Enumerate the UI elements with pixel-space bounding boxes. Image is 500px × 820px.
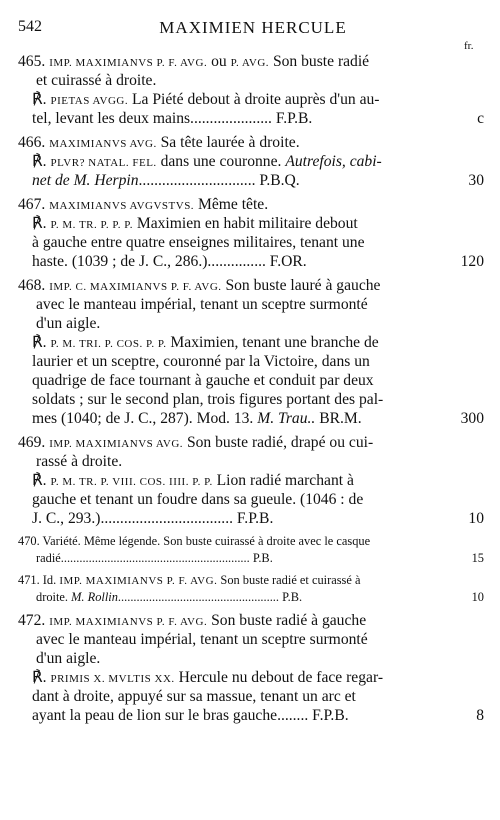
reverse-description-line	[18, 109, 488, 128]
obverse-description-line	[18, 276, 488, 295]
coin-legend: IMP. MAXIMIANVS AVG.	[49, 438, 184, 450]
price-value: 10	[468, 510, 484, 527]
text-run: 472.	[18, 612, 50, 629]
coin-legend: PIETAS AVGG.	[50, 95, 129, 107]
price-value: 10	[471, 590, 484, 604]
price-value: 120	[460, 253, 484, 270]
price-value: c	[477, 110, 484, 127]
price-value: 8	[476, 707, 484, 724]
text-run: Son buste lauré à gauche	[221, 277, 381, 294]
reverse-description-line	[18, 509, 488, 528]
text-run: mes (1040; de J. C., 287). Mod. 13.	[32, 410, 258, 427]
obverse-description-line	[18, 611, 488, 630]
text-run: 466.	[18, 134, 50, 151]
coin-legend: P. M. TRI. P. COS. P. P.	[50, 338, 167, 350]
text-run: laurier et un sceptre, couronné par la Victoire, dans un	[32, 353, 370, 370]
coin-legend: MAXIMIANVS AVGVSTVS.	[49, 200, 195, 212]
reverse-description-line	[18, 409, 488, 428]
coin-legend: PRIMIS X. MVLTIS XX.	[50, 673, 175, 685]
text-run: haste. (1039 ; de J. C., 286.)............... F.OR.	[32, 253, 307, 270]
obverse-description-line	[18, 314, 488, 333]
reverse-description-line	[18, 687, 488, 706]
text-run: Son buste radié à gauche	[207, 612, 367, 629]
text-run: gauche et tenant un foudre dans sa gueule. (1046 : de	[32, 491, 364, 508]
coin-legend: IMP. MAXIMIANVS P. F. AVG.	[49, 57, 208, 69]
text-run: Son buste radié et cuirassé à	[217, 573, 361, 587]
coin-legend: P. AVG.	[230, 57, 270, 69]
price-value: 15	[471, 551, 484, 565]
coin-legend: IMP. C. MAXIMIANVS P. F. AVG.	[49, 281, 222, 293]
text-run: ℟.	[32, 215, 51, 232]
obverse-description-line	[18, 452, 488, 471]
text-run: Maximien, tenant une branche de	[166, 334, 379, 351]
text-run: 470. Variété. Même légende. Son buste cuirassé à droite avec le casque	[18, 534, 371, 548]
text-run: à gauche entre quatre enseignes militaires, tenant une	[32, 234, 365, 251]
obverse-description-line	[18, 71, 488, 90]
text-run: ℟.	[32, 91, 51, 108]
catalogue-entry	[18, 276, 488, 428]
text-run: d'un aigle.	[36, 650, 101, 667]
running-title: MAXIMIEN HERCULE	[159, 18, 347, 37]
obverse-description-line	[18, 649, 488, 668]
text-run: Lion radié marchant à	[212, 472, 354, 489]
text-run: .................................................... P.B.	[117, 590, 303, 604]
catalogue-entry	[18, 195, 488, 271]
price-column-label: fr.	[464, 40, 474, 52]
text-run: Même tête.	[194, 196, 269, 213]
catalogue-entry	[18, 533, 488, 567]
text-run: Son buste radié, drapé ou cui-	[183, 434, 374, 451]
reverse-description-line	[18, 171, 488, 190]
text-run: 467.	[18, 196, 50, 213]
reverse-description-line	[18, 233, 488, 252]
reverse-description-line	[18, 390, 488, 409]
reverse-description-line	[18, 706, 488, 725]
coin-legend: MAXIMIANVS AVG.	[49, 138, 157, 150]
text-run: 471. Id.	[18, 573, 60, 587]
text-run: J. C., 293.).................................. F.P.B.	[32, 510, 274, 527]
catalogue-entry	[18, 133, 488, 190]
text-run: tel, levant les deux mains..................... F.P.B.	[32, 110, 313, 127]
obverse-description-line	[18, 630, 488, 649]
text-run: 468.	[18, 277, 50, 294]
text-run: Hercule nu debout de face regar-	[174, 669, 384, 686]
text-run: soldats ; sur le second plan, trois figures portant des pal-	[32, 391, 384, 408]
price-value: 300	[460, 410, 484, 427]
text-run: Maximien en habit militaire debout	[132, 215, 358, 232]
text-run: avec le manteau impérial, tenant un sceptre surmonté	[36, 631, 368, 648]
text-run: ou	[207, 53, 231, 70]
text-run: ℟.	[32, 334, 51, 351]
text-run: ayant la peau de lion sur le bras gauche........ F.P.B.	[32, 707, 349, 724]
text-run: ℟.	[32, 153, 51, 170]
obverse-description-line	[18, 572, 488, 589]
text-run: 469.	[18, 434, 50, 451]
text-run: dans une couronne.	[156, 153, 286, 170]
obverse-description-line	[18, 589, 488, 606]
text-run: .............................. P.B.Q.	[138, 172, 300, 189]
reverse-description-line	[18, 214, 488, 233]
reverse-description-line	[18, 352, 488, 371]
coin-legend: P. M. TR. P. VIII. COS. IIII. P. P.	[50, 476, 213, 488]
obverse-description-line	[18, 533, 488, 550]
text-run: droite.	[36, 590, 72, 604]
text-run: rassé à droite.	[36, 453, 123, 470]
italic-reference: Autrefois, cabi-	[285, 153, 382, 170]
reverse-description-line	[18, 371, 488, 390]
text-run: d'un aigle.	[36, 315, 101, 332]
catalogue-entry	[18, 433, 488, 528]
catalogue-entry	[18, 611, 488, 725]
page-header	[18, 18, 488, 40]
catalogue-entry	[18, 572, 488, 606]
page-number: 542	[18, 18, 42, 35]
text-run: avec le manteau impérial, tenant un sceptre surmonté	[36, 296, 368, 313]
reverse-description-line	[18, 668, 488, 687]
obverse-description-line	[18, 195, 488, 214]
text-run: BR.M.	[315, 410, 362, 427]
reverse-description-line	[18, 252, 488, 271]
text-run: 465.	[18, 53, 50, 70]
italic-reference: net de M. Herpin	[32, 172, 139, 189]
text-run: radié............................................................. P.B.	[36, 551, 273, 565]
text-run: dant à droite, appuyé sur sa massue, tenant un arc et	[32, 688, 356, 705]
reverse-description-line	[18, 90, 488, 109]
text-run: ℟.	[32, 669, 51, 686]
obverse-description-line	[18, 133, 488, 152]
catalogue-entries	[18, 52, 488, 730]
text-run: La Piété debout à droite auprès d'un au-	[128, 91, 380, 108]
obverse-description-line	[18, 550, 488, 567]
reverse-description-line	[18, 333, 488, 352]
coin-legend: PLVR? NATAL. FEL.	[50, 157, 157, 169]
italic-reference: M. Rollin	[71, 590, 118, 604]
reverse-description-line	[18, 490, 488, 509]
reverse-description-line	[18, 152, 488, 171]
italic-reference: M. Trau..	[257, 410, 316, 427]
coin-legend: IMP. MAXIMIANVS P. F. AVG.	[49, 616, 208, 628]
obverse-description-line	[18, 52, 488, 71]
obverse-description-line	[18, 433, 488, 452]
coin-legend: P. M. TR. P. P. P.	[50, 219, 133, 231]
text-run: Son buste radié	[269, 53, 370, 70]
catalogue-entry	[18, 52, 488, 128]
reverse-description-line	[18, 471, 488, 490]
text-run: et cuirassé à droite.	[36, 72, 157, 89]
coin-legend: IMP. MAXIMIANVS P. F. AVG.	[59, 575, 218, 587]
obverse-description-line	[18, 295, 488, 314]
text-run: Sa tête laurée à droite.	[156, 134, 300, 151]
text-run: ℟.	[32, 472, 51, 489]
text-run: quadrige de face tournant à gauche et conduit par deux	[32, 372, 374, 389]
price-value: 30	[468, 172, 484, 189]
